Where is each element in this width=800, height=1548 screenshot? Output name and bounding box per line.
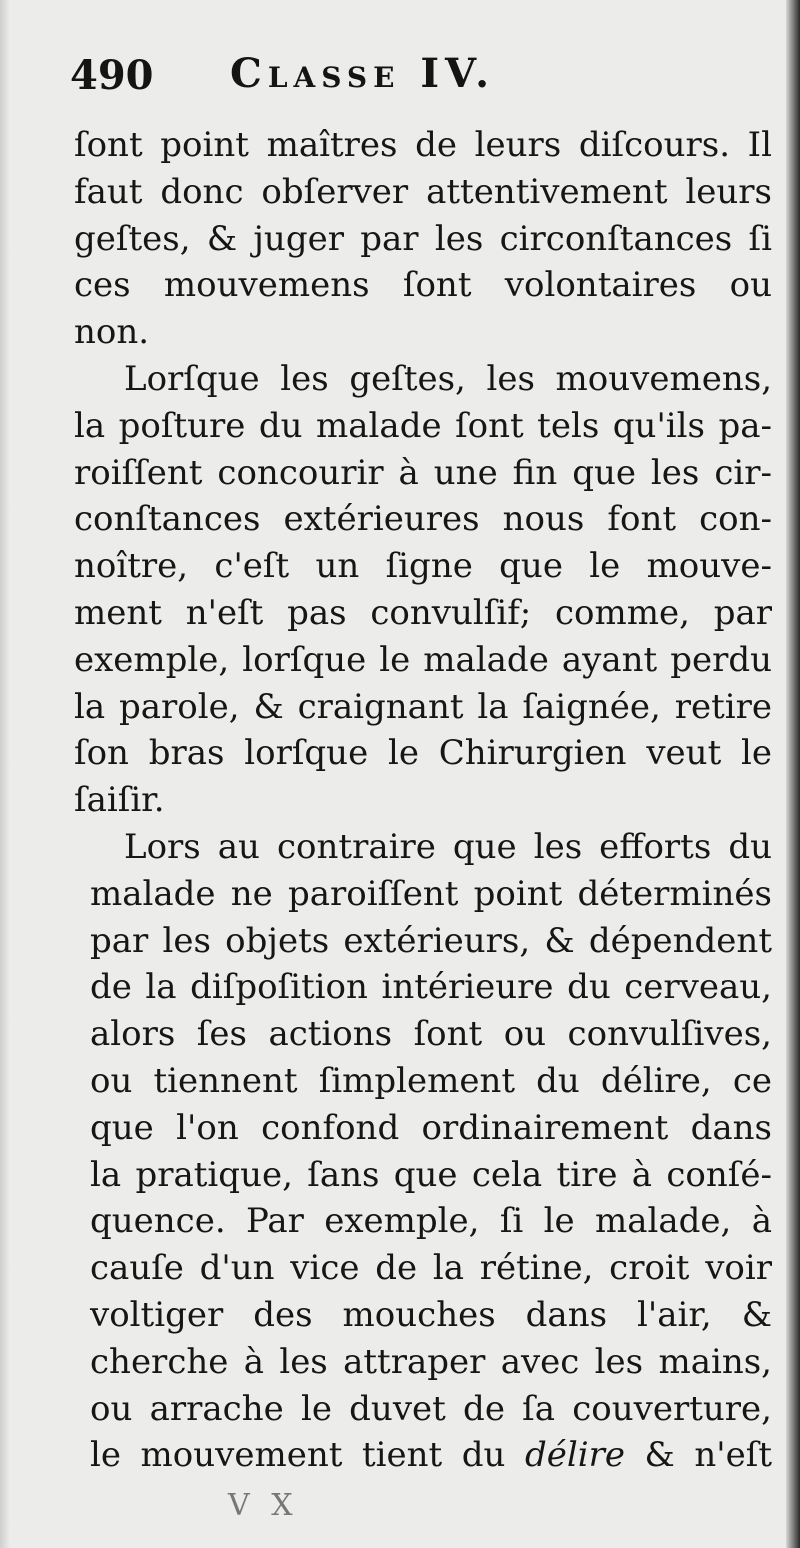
- text-line: faut donc obſerver attentivement leurs: [74, 171, 772, 212]
- body-text: [74, 122, 772, 1479]
- running-head: Classe IV.: [230, 50, 496, 97]
- last-line-end: & n'eſt: [625, 1435, 772, 1476]
- text-line: ou tiennent ſimplement du délire, ce: [90, 1060, 772, 1101]
- text-line: cauſe d'un vice de la rétine, croit voir: [90, 1248, 772, 1289]
- text-line: ſaiſir.: [74, 780, 165, 821]
- text-line: la parole, & craignant la ſaignée, retire: [74, 686, 772, 727]
- text-line: ſont point maîtres de leurs diſcours. Il: [74, 125, 772, 165]
- last-line-start: le mouvement tient du: [90, 1435, 525, 1476]
- signature-mark: V X: [228, 1488, 299, 1523]
- text-line: ſon bras lorſque le Chirurgien veut le: [74, 733, 772, 774]
- text-line: noître, c'eſt un ſigne que le mouve-: [74, 546, 772, 587]
- text-line: la pratique, ſans que cela tire à conſé-: [90, 1154, 772, 1195]
- page-gutter: [0, 0, 10, 1548]
- text-line: ces mouvemens ſont volontaires ou: [74, 265, 772, 306]
- text-line: que l'on confond ordinairement dans: [90, 1107, 772, 1148]
- text-line: Lorſque les geſtes, les mouvemens,: [124, 358, 772, 399]
- text-line: exemple, lorſque le malade ayant perdu: [74, 639, 772, 680]
- text-line: quence. Par exemple, ſi le malade, à: [90, 1201, 772, 1242]
- text-line: voltiger des mouches dans l'air, &: [90, 1294, 772, 1335]
- text-line: ment n'eſt pas convulſif; comme, par: [74, 592, 772, 633]
- text-line-last: [74, 1432, 772, 1479]
- text-line: de la diſpoſition intérieure du cerveau,: [90, 967, 772, 1008]
- text-line: cherche à les attraper avec les mains,: [90, 1341, 772, 1382]
- page-edge-shadow: [786, 0, 800, 1548]
- text-line: roiſſent concourir à une fin que les cir-: [74, 452, 772, 493]
- page-header: [70, 50, 750, 110]
- text-line: non.: [74, 312, 150, 353]
- text-line: alors ſes actions ſont ou convulſives,: [90, 1014, 772, 1055]
- text-line: malade ne paroiſſent point déterminés: [90, 873, 772, 914]
- text-line: par les objets extérieurs, & dépendent: [90, 920, 772, 961]
- text-line: Lors au contraire que les efforts du: [124, 826, 772, 867]
- text-line: la poſture du malade ſont tels qu'ils pa-: [74, 405, 772, 446]
- page-number: 490: [70, 52, 154, 99]
- text-line: conſtances extérieures nous font con-: [74, 499, 772, 540]
- text-line: geſtes, & juger par les circonſtances ſi: [74, 218, 772, 259]
- italic-word: délire: [524, 1435, 625, 1476]
- text-line: ou arrache le duvet de ſa couverture,: [90, 1388, 772, 1429]
